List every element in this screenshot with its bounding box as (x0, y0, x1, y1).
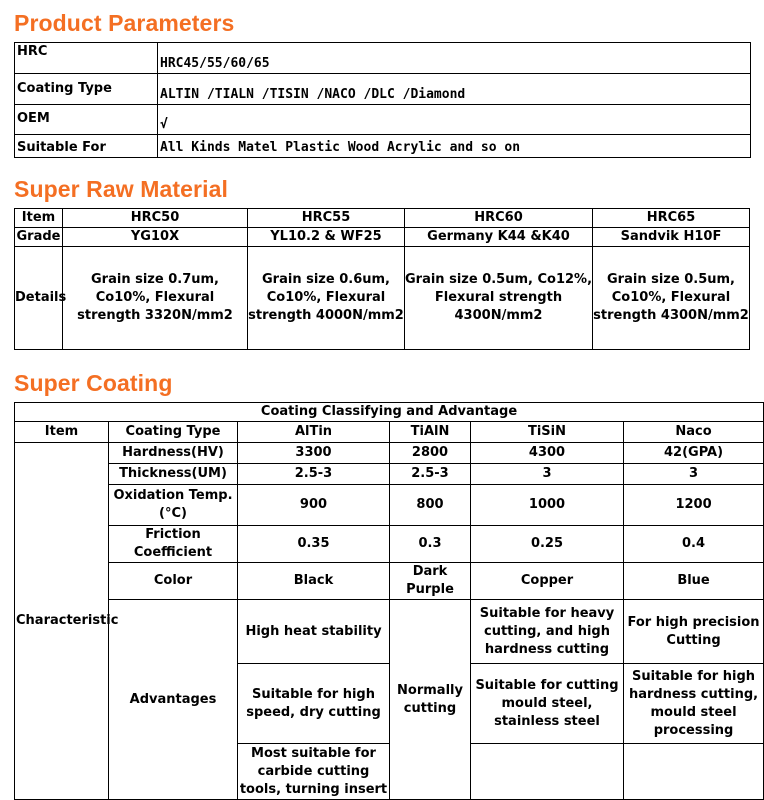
value-cell: 2.5-3 (390, 464, 471, 485)
oxidation-label-line1: Oxidation Temp. (113, 488, 233, 503)
row-label: Grade (15, 228, 63, 247)
value-cell: 1200 (624, 485, 764, 526)
table-row (15, 563, 764, 600)
param-label: OEM (15, 105, 158, 135)
table-row (15, 422, 764, 443)
table-row (15, 247, 750, 350)
value-cell: 3 (624, 464, 764, 485)
advantage-cell: For high precision Cutting (624, 600, 764, 664)
value-cell: Copper (471, 563, 624, 600)
grade-cell: YL10.2 & WF25 (248, 228, 405, 247)
value-cell: Blue (624, 563, 764, 600)
param-value: √ (158, 105, 751, 135)
table-row (15, 464, 764, 485)
advantage-cell: Suitable for heavy cutting, and high hardness cutting (471, 600, 624, 664)
value-cell: Dark Purple (390, 563, 471, 600)
table-row (15, 443, 764, 464)
table-row (15, 43, 751, 74)
table-row (15, 74, 751, 105)
advantage-cell: Normally cutting (390, 600, 471, 800)
row-label: Details (15, 247, 63, 350)
product-parameters-title: Product Parameters (14, 10, 235, 36)
header-cell: TiAlN (390, 422, 471, 443)
header-cell: Item (15, 422, 109, 443)
item-cell: HRC50 (63, 209, 248, 228)
coating-table (14, 402, 764, 800)
param-value: All Kinds Matel Plastic Wood Acrylic and so on (158, 135, 751, 158)
details-cell: Grain size 0.5um, Co12%, Flexural strength 4300N/mm2 (405, 247, 593, 350)
table-row (15, 403, 764, 422)
item-cell: HRC65 (593, 209, 750, 228)
value-cell: 2.5-3 (238, 464, 390, 485)
header-cell: AlTin (238, 422, 390, 443)
item-cell: HRC55 (248, 209, 405, 228)
table-row (15, 228, 750, 247)
oxidation-label-line2: (°C) (159, 506, 187, 521)
value-cell: 3 (471, 464, 624, 485)
details-cell: Grain size 0.7um, Co10%, Flexural strength 3320N/mm2 (63, 247, 248, 350)
details-cell: Grain size 0.6um, Co10%, Flexural strength 4000N/mm2 (248, 247, 405, 350)
raw-material-title: Super Raw Material (14, 176, 228, 202)
grade-cell: YG10X (63, 228, 248, 247)
details-cell: Grain size 0.5um, Co10%, Flexural strength 4300N/mm2 (593, 247, 750, 350)
value-cell: 800 (390, 485, 471, 526)
value-cell: 0.3 (390, 526, 471, 563)
header-cell: Coating Type (109, 422, 238, 443)
value-cell: Black (238, 563, 390, 600)
header-cell: Naco (624, 422, 764, 443)
value-cell: 4300 (471, 443, 624, 464)
value-cell: 3300 (238, 443, 390, 464)
coating-table-title: Coating Classifying and Advantage (15, 403, 764, 422)
value-cell: 1000 (471, 485, 624, 526)
raw-material-table (14, 208, 750, 350)
value-cell: 900 (238, 485, 390, 526)
table-row (15, 485, 764, 526)
property-label (109, 485, 238, 526)
value-cell: 0.4 (624, 526, 764, 563)
advantage-cell: High heat stability (238, 600, 390, 664)
table-row (15, 105, 751, 135)
property-label: Friction Coefficient (109, 526, 238, 563)
row-label: Item (15, 209, 63, 228)
param-label: Coating Type (15, 74, 158, 105)
param-value: HRC45/55/60/65 (158, 43, 751, 74)
value-cell: 2800 (390, 443, 471, 464)
property-label: Color (109, 563, 238, 600)
product-parameters-table (14, 42, 751, 158)
item-cell: HRC60 (405, 209, 593, 228)
advantages-label: Advantages (109, 600, 238, 800)
value-cell: 42(GPA) (624, 443, 764, 464)
param-label: HRC (15, 43, 158, 74)
property-label: Hardness(HV) (109, 443, 238, 464)
property-label: Thickness(UM) (109, 464, 238, 485)
empty-cell (624, 744, 764, 800)
advantage-cell: Most suitable for carbide cutting tools, turning insert (238, 744, 390, 800)
param-label: Suitable For (15, 135, 158, 158)
grade-cell: Sandvik H10F (593, 228, 750, 247)
table-row (15, 135, 751, 158)
table-row (15, 600, 764, 664)
empty-cell (471, 744, 624, 800)
value-cell: 0.35 (238, 526, 390, 563)
table-row (15, 209, 750, 228)
param-value: ALTIN /TIALN /TISIN /NACO /DLC /Diamond (158, 74, 751, 105)
advantage-cell: Suitable for cutting mould steel, stainless steel (471, 664, 624, 744)
advantage-cell: Suitable for high speed, dry cutting (238, 664, 390, 744)
advantage-cell: Suitable for high hardness cutting, mould steel processing (624, 664, 764, 744)
characteristic-label: Characteristic (15, 443, 109, 800)
value-cell: 0.25 (471, 526, 624, 563)
header-cell: TiSiN (471, 422, 624, 443)
coating-title: Super Coating (14, 370, 173, 396)
grade-cell: Germany K44 &K40 (405, 228, 593, 247)
table-row (15, 526, 764, 563)
